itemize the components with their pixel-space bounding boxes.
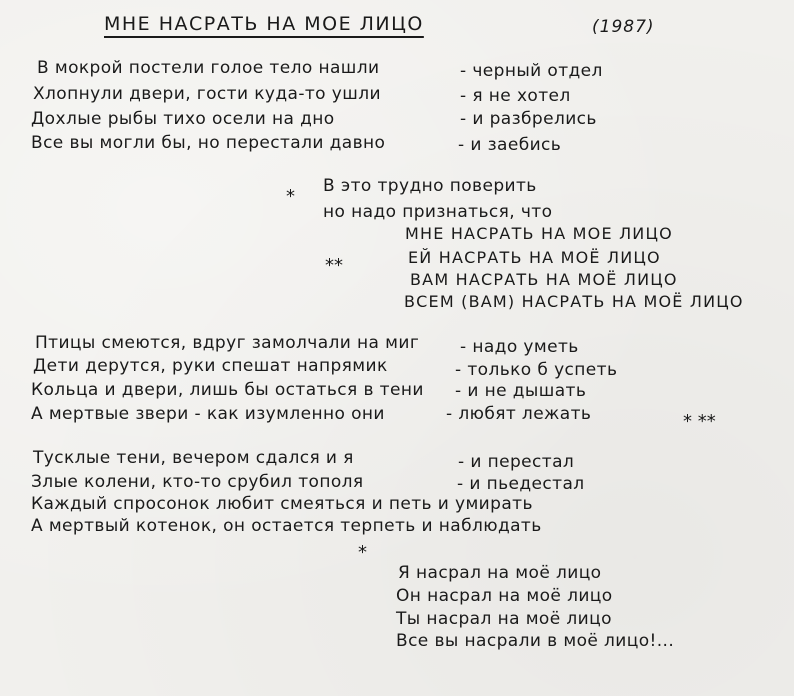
verse1-line-1: В мокрой постели голое тело нашли [37, 58, 380, 78]
verse2-right-3: - и не дышать [455, 381, 587, 401]
verse1-line-2: Хлопнули двери, гости куда-то ушли [33, 84, 381, 104]
chorus2-line-3: Ты насрал на моё лицо [396, 609, 612, 629]
verse2-right-2: - только б успеть [455, 360, 618, 380]
double-asterisk-mark: ** [325, 255, 343, 276]
song-title: МНЕ НАСРАТЬ НА МОЕ ЛИЦО [104, 13, 424, 35]
chorus1-line-3: ВАМ НАСРАТЬ НА МОЁ ЛИЦО [410, 270, 678, 289]
verse2-line-3: Кольца и двери, лишь бы остаться в тени [31, 380, 424, 400]
chorus2-line-1: Я насрал на моё лицо [398, 563, 602, 583]
asterisk-mark: * [286, 186, 295, 207]
verse3-line-3: Каждый спросонок любит смеяться и петь и умирать [31, 494, 533, 514]
chorus1-line-2: ЕЙ НАСРАТЬ НА МОЁ ЛИЦО [408, 248, 661, 267]
verse3-line-4: А мертвый котенок, он остается терпеть и наблюдать [31, 516, 542, 536]
verse1-right-2: - я не хотел [460, 86, 571, 106]
chorus2-line-2: Он насрал на моё лицо [396, 586, 613, 606]
song-year: (1987) [592, 17, 655, 37]
verse3-line-1: Тусклые тени, вечером сдался и я [33, 448, 354, 468]
verse1-right-1: - черный отдел [460, 61, 603, 81]
verse2-right-4: - любят лежать [446, 404, 592, 424]
verse3-line-2: Злые колени, кто-то срубил тополя [31, 472, 364, 492]
triple-asterisk-mark: * ** [683, 411, 716, 432]
verse1-line-3: Дохлые рыбы тихо осели на дно [31, 109, 335, 129]
chorus2-line-4: Все вы насрали в моё лицо!... [396, 631, 675, 651]
verse3-right-2: - и пьедестал [457, 474, 585, 494]
verse1-line-4: Все вы могли бы, но перестали давно [31, 133, 386, 153]
chorus1-line-1: МНЕ НАСРАТЬ НА МОЕ ЛИЦО [405, 224, 673, 243]
chorus1-intro-1: В это трудно поверить [323, 176, 537, 196]
verse1-right-3: - и разбрелись [460, 109, 597, 129]
chorus1-intro-2: но надо признаться, что [323, 202, 553, 222]
verse2-line-2: Дети дерутся, руки спешат напрямик [33, 356, 388, 376]
verse3-right-1: - и перестал [458, 452, 575, 472]
verse2-line-1: Птицы смеются, вдруг замолчали на миг [35, 333, 420, 353]
chorus1-line-4: ВСЕМ (ВАМ) НАСРАТЬ НА МОЁ ЛИЦО [404, 292, 744, 311]
verse2-right-1: - надо уметь [460, 337, 579, 357]
verse2-line-4: А мертвые звери - как изумленно они [31, 404, 385, 424]
asterisk-mark-2: * [358, 542, 367, 563]
verse1-right-4: - и заебись [458, 135, 562, 155]
